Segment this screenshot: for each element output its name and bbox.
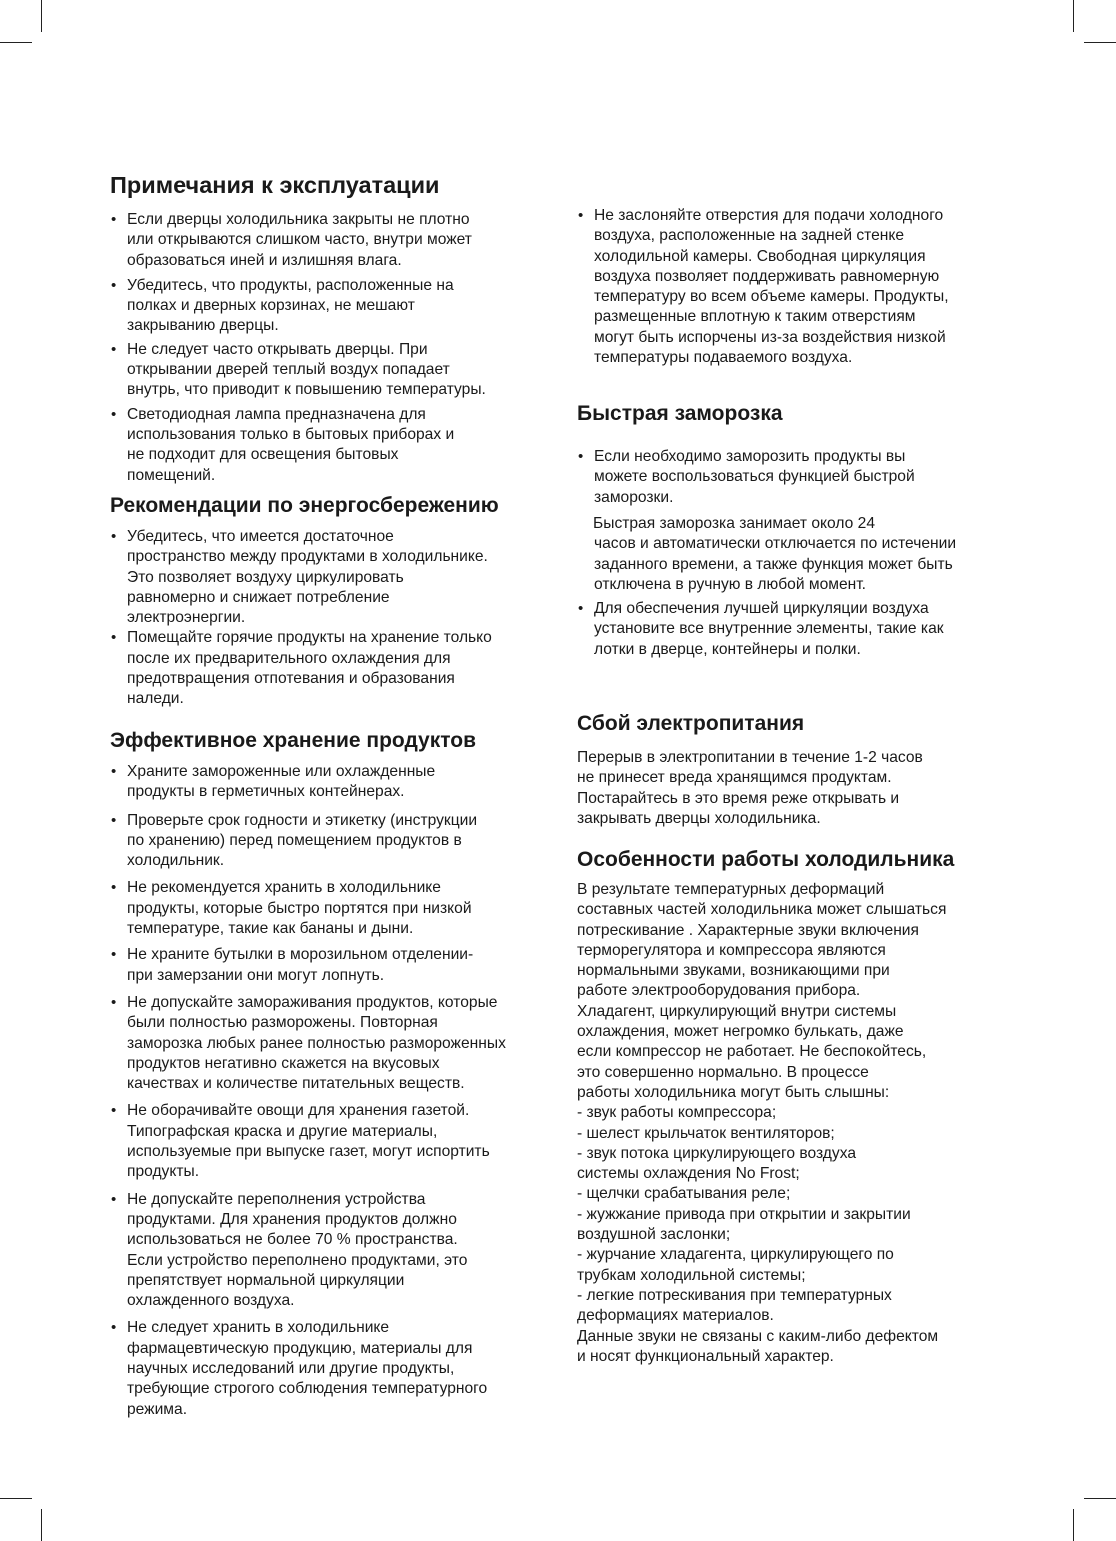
effective-storage-title: Эффективное хранение продуктов xyxy=(110,729,476,752)
list-item: • Не следует часто открывать дверцы. При открывании дверей теплый воздух попадает внутрь, что приводит к повышению температуры. xyxy=(110,340,550,401)
list-item: • Не рекомендуется хранить в холодильнике продукты, которые быстро портятся при низкой температуре, такие как бананы и дыни. xyxy=(110,878,550,939)
energy-saving-list xyxy=(110,527,550,710)
crop-mark-top-right-v xyxy=(1073,0,1074,32)
list-item: • Проверьте срок годности и этикетку (инструкции по хранению) перед помещением продуктов в холодильник. xyxy=(110,811,550,872)
list-item: • Не храните бутылки в морозильном отделении- при замерзании они могут лопнуть. xyxy=(110,945,550,986)
effective-storage-list xyxy=(110,762,550,1420)
operation-notes-list xyxy=(110,210,550,486)
list-item: • Светодиодная лампа предназначена для использования только в бытовых приборах и не подходит для освещения бытовых помещений. xyxy=(110,405,550,486)
list-item: • Убедитесь, что имеется достаточное пространство между продуктами в холодильнике. Это позволяет воздуху циркулировать равномерно и снижает потребление электроэнергии. xyxy=(110,527,550,628)
fast-freeze-paragraph: Быстрая заморозка занимает около 24 часов и автоматически отключается по истечении заданного времени, а также функция может быть отключена в ручную в любой момент. xyxy=(593,515,957,593)
list-item: • Помещайте горячие продукты на хранение только после их предварительного охлаждения для предотвращения отпотевания и образования наледи. xyxy=(110,628,550,709)
crop-mark-top-left-v xyxy=(41,0,42,32)
crop-mark-bottom-right-v xyxy=(1073,1509,1074,1541)
list-item: • Если дверцы холодильника закрыты не плотно или открываются слишком часто, внутри может образоваться иней и излишняя влага. xyxy=(110,210,550,271)
air-vents-list xyxy=(577,206,1007,368)
operation-notes-title: Примечания к эксплуатации xyxy=(110,172,440,198)
fast-freeze-title: Быстрая заморозка xyxy=(577,402,783,425)
list-item: • Не допускайте замораживания продуктов, которые были полностью разморожены. Повторная заморозка любых ранее полностью размороженных продуктов негативно скажется на вкусовых качествах и количестве питательных веществ. xyxy=(110,993,550,1094)
list-item: • Не допускайте переполнения устройства продуктами. Для хранения продуктов должно использоваться не более 70 % пространства. Если устройство переполнено продуктами, это препятствует нормальной циркуляции охлажденного воздуха. xyxy=(110,1190,550,1312)
list-item: • Не оборачивайте овощи для хранения газетой. Типографская краска и другие материалы, используемые при выпуске газет, могут испортить продукты. xyxy=(110,1101,550,1182)
list-item: • Если необходимо заморозить продукты вы можете воспользоваться функцией быстрой заморозки. xyxy=(577,447,1007,508)
list-item: • Храните замороженные или охлажденные продукты в герметичных контейнерах. xyxy=(110,762,550,803)
fridge-features-title: Особенности работы холодильника xyxy=(577,848,955,871)
crop-mark-bottom-left-v xyxy=(41,1509,42,1541)
crop-mark-top-right-h xyxy=(1084,42,1116,43)
power-failure-title: Сбой электропитания xyxy=(577,712,805,735)
power-failure-text: Перерыв в электропитании в течение 1-2 часов не принесет вреда хранящимся продуктам. Постарайтесь в это время реже открывать и закрывать дверцы холодильника. xyxy=(577,749,923,827)
list-item: • Для обеспечения лучшей циркуляции воздуха установите все внутренние элементы, такие как лотки в дверце, контейнеры и полки. xyxy=(577,599,1007,660)
list-item: • Не следует хранить в холодильнике фармацевтическую продукцию, материалы для научных исследований или другие продукты, требующие строгого соблюдения температурного режима. xyxy=(110,1318,550,1419)
fridge-features-text: В результате температурных деформаций составных частей холодильника может слышаться потрескивание . Характерные звуки включения терморегулятора и компрессора являются нормальными звуками, возникающими при работе электрооборудования прибора. Хладагент, циркулирующий внутри системы охлаждения, может негромко булькать, даже если компрессор не работает. Не беспокойтесь, это совершенно нормально. В процессе работы холодильника могут быть слышны: - звук работы компрессора; - шелест крыльчаток вентиляторов; - звук потока циркулирующего воздуха системы охлаждения No Frost; - щелчки срабатывания реле; - жужжание привода при открытии и закрытии воздушной заслонки; - журчание хладагента, циркулирующего по трубкам холодильной системы; - легкие потрескивания при температурных деформациях материалов. Данные звуки не связаны с каким-либо дефектом и носят функциональный характер. xyxy=(577,881,947,1365)
list-item: • Не заслоняйте отверстия для подачи холодного воздуха, расположенные на задней стенке холодильной камеры. Свободная циркуляция воздуха позволяет поддерживать равномерную температуру во всем объеме камеры. Продукты, размещенные вплотную к таким отверстиям могут быть испорчены из-за воздействия низкой температуры подаваемого воздуха. xyxy=(577,206,1007,368)
crop-mark-bottom-right-h xyxy=(1084,1498,1116,1499)
fast-freeze-list-1 xyxy=(577,447,1007,508)
energy-saving-title: Рекомендации по энергосбережению xyxy=(110,494,499,517)
crop-mark-bottom-left-h xyxy=(0,1498,32,1499)
crop-mark-top-left-h xyxy=(0,42,32,43)
list-item: • Убедитесь, что продукты, расположенные на полках и дверных корзинах, не мешают закрыванию дверцы. xyxy=(110,276,550,337)
fast-freeze-list-2 xyxy=(577,599,1007,660)
